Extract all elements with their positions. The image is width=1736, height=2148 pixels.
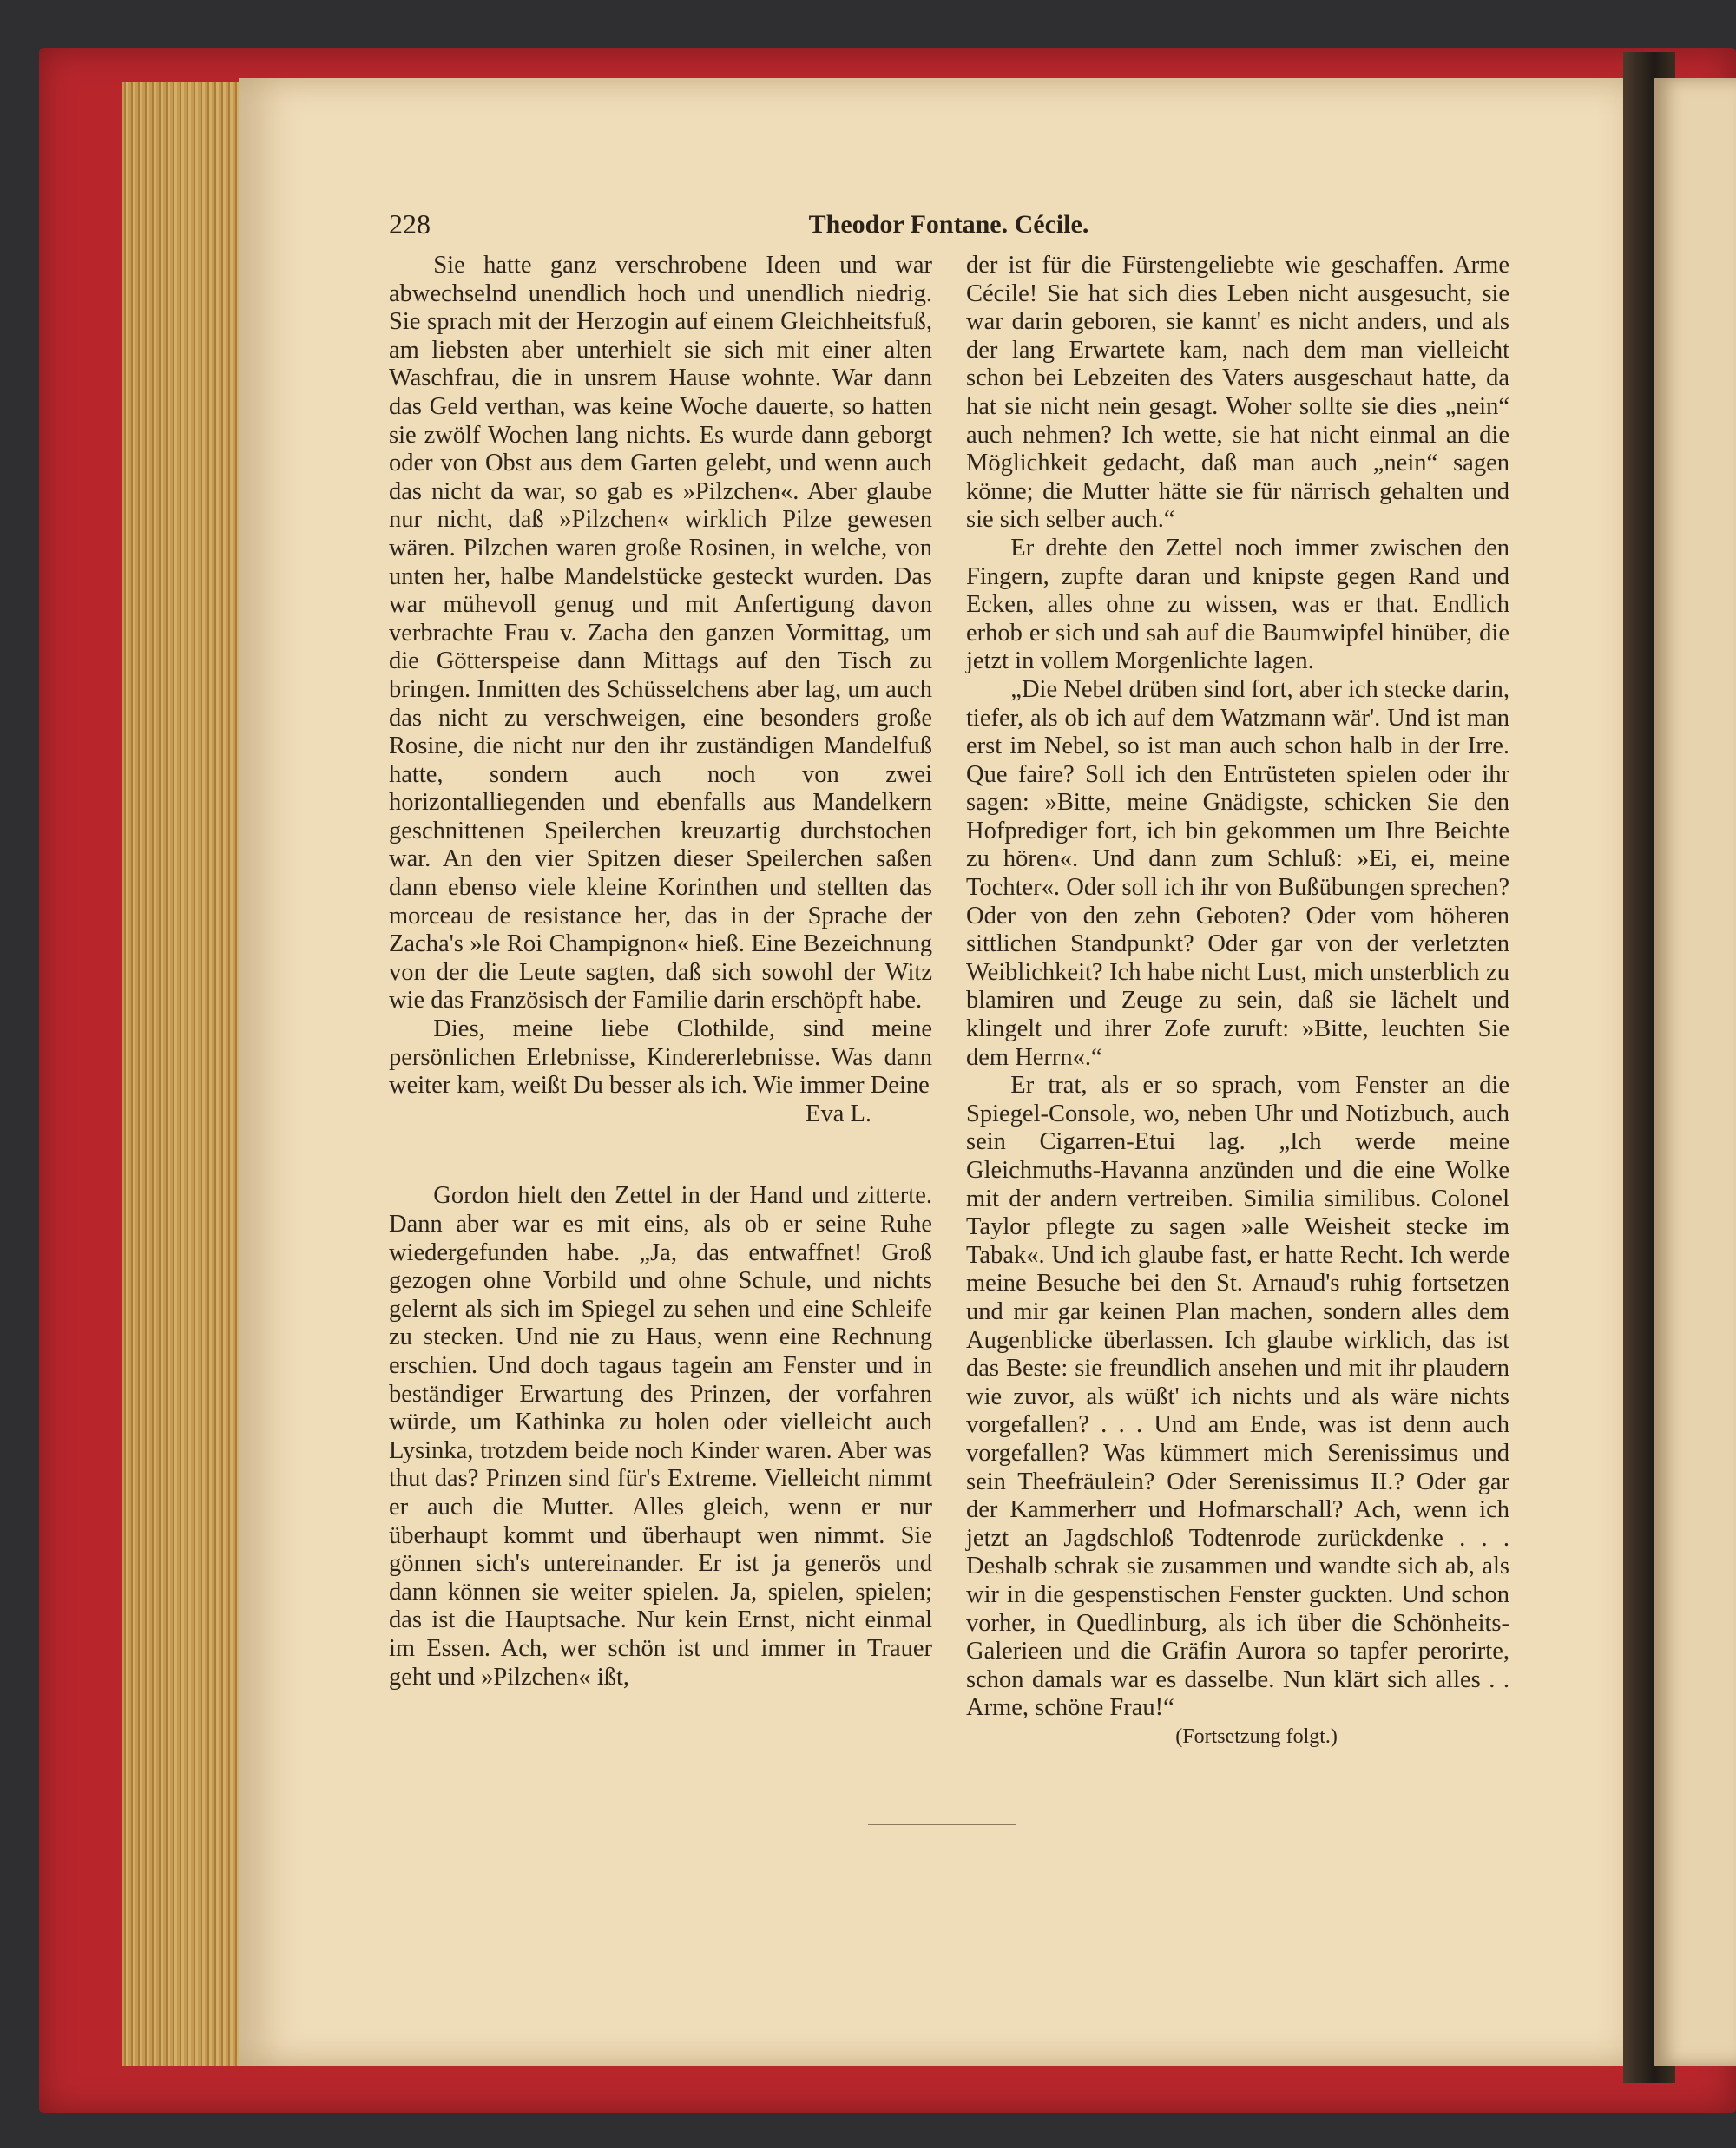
paragraph: Er drehte den Zettel noch immer zwischen den Fingern, zupfte daran und knipste gegen Rand und Ecken, alles ohne zu wissen, was er that. Endlich erhob er sich und sah auf die Baumwipfel hinüber, die jetzt in vollem Morgenlichte lagen. bbox=[966, 534, 1509, 675]
paragraph: der ist für die Fürstengeliebte wie geschaffen. Arme Cécile! Sie hat sich dies Leben nicht ausgesucht, sie war darin geboren, sie kannt' es nicht anders, und als der lang Erwartete kam, nach dem man vielleicht schon bei Lebzeiten des Vaters ausgeschaut hatte, da hat sie nicht nein gesagt. Woher sollte sie dies „nein“ auch nehmen? Ich wette, sie hat nicht einmal an die Möglichkeit gedacht, daß man auch „nein“ sagen könne; die Mutter hätte sie für närrisch gehalten und sie sich selber auch.“ bbox=[966, 252, 1509, 534]
end-rule bbox=[868, 1824, 1016, 1825]
letter-signature: Eva L. bbox=[806, 1100, 871, 1127]
running-title: Theodor Fontane. Cécile. bbox=[808, 210, 1089, 239]
right-column bbox=[966, 252, 1509, 1751]
page-number: 228 bbox=[389, 208, 431, 240]
paragraph: Gordon hielt den Zettel in der Hand und zitterte. Dann aber war es mit eins, als ob er seine Ruhe wiedergefunden habe. „Ja, das entwaffnet! Groß gezogen ohne Vorbild und ohne Schule, und nichts gelernt als sich im Spiegel zu sehen und eine Schleife zu stecken. Und nie zu Haus, wenn eine Rechnung erschien. Und doch tagaus tagein am Fenster und in beständiger Erwartung des Prinzen, der vorfahren würde, um Kathinka zu holen oder vielleicht auch Lysinka, trotzdem beide noch Kinder waren. Aber was thut das? Prinzen sind für's Extreme. Vielleicht nimmt er auch die Mutter. Alles gleich, wenn er nur überhaupt kommt und überhaupt wen nimmt. Sie gönnen sich's untereinander. Er ist ja generös und dann können sie weiter spielen. Ja, spielen, spielen; das ist die Hauptsache. Nur kein Ernst, nicht einmal im Essen. Ach, wer schön ist und immer in Trauer geht und »Pilzchen« ißt, bbox=[389, 1182, 932, 1691]
running-header bbox=[389, 208, 1509, 243]
left-column bbox=[389, 252, 932, 1691]
facing-page-edge bbox=[1654, 78, 1736, 2066]
paragraph: Sie hatte ganz verschrobene Ideen und war abwechselnd unendlich hoch und unendlich niedrig. Sie sprach mit der Herzogin auf einem Gleichheitsfuß, am liebsten aber unterhielt sie sich mit einer alten Waschfrau, die in unsrem Hause wohnte. War dann das Geld verthan, was keine Woche dauerte, so hatten sie zwölf Wochen lang nichts. Es wurde dann geborgt oder von Obst aus dem Garten gelebt, und wenn auch das nicht da war, so gab es »Pilzchen«. Aber glaube nur nicht, daß »Pilzchen« wirklich Pilze gewesen wären. Pilzchen waren große Rosinen, in welche, von unten her, halbe Mandelstücke gesteckt wurden. Das war mühevoll genug und mit Anfertigung davon verbrachte Frau v. Zacha den ganzen Vormittag, um die Götterspeise dann Mittags auf den Tisch zu bringen. Inmitten des Schüsselchens aber lag, um auch das nicht zu verschweigen, eine besonders große Rosine, die nicht nur den ihr zuständigen Mandelfuß hatte, sondern auch noch von zwei horizontalliegenden und ebenfalls aus Mandelkern geschnittenen Speilerchen kreuzartig durchstochen war. An den vier Spitzen dieser Speilerchen saßen dann ebenso viele kleine Korinthen und stellten das morceau de resistance her, das in der Sprache der Zacha's »le Roi Champignon« hieß. Eine Bezeichnung von der die Leute sagten, daß sich sowohl der Witz wie das Französisch der Familie darin erschöpft habe. bbox=[389, 252, 932, 1015]
paragraph: „Die Nebel drüben sind fort, aber ich stecke darin, tiefer, als ob ich auf dem Watzmann wär'. Und ist man erst im Nebel, so ist man auch schon halb in der Irre. Que faire? Soll ich den Entrüsteten spielen oder ihr sagen: »Bitte, meine Gnädigste, schicken Sie den Hofprediger fort, ich bin gekommen um Ihre Beichte zu hören«. Und dann zum Schluß: »Ei, ei, meine Tochter«. Oder soll ich ihr von Bußübungen sprechen? Oder von den zehn Geboten? Oder vom höheren sittlichen Standpunkt? Oder gar von der verletzten Weiblichkeit? Ich habe nicht Lust, mich unsterblich zu blamiren und Zeuge zu sein, daß sie lächelt und klingelt und ihrer Zofe zuruft: »Bitte, leuchten Sie dem Herrn«.“ bbox=[966, 675, 1509, 1071]
paragraph: Dies, meine liebe Clothilde, sind meine persönlichen Erlebnisse, Kindererlebnisse. Was dann weiter kam, weißt Du besser als ich. Wie immer Deine bbox=[389, 1015, 932, 1100]
paragraph: Er trat, als er so sprach, vom Fenster an die Spiegel-Console, wo, neben Uhr und Notizbuch, auch sein Cigarren-Etui lag. „Ich werde meine Gleichmuths-Havanna anzünden und die eine Wolke mit der andern vertreiben. Similia similibus. Colonel Taylor pflegte zu sagen »alle Weisheit stecke im Tabak«. Und ich glaube fast, er hatte Recht. Ich werde meine Besuche bei den St. Arnaud's ruhig fortsetzen und mir gar keinen Plan machen, sondern alles dem Augenblicke überlassen. Ich glaube wirklich, das ist das Beste: sie freundlich ansehen und mit ihr plaudern wie zuvor, als wüßt' ich nichts und als wäre nichts vorgefallen? . . . Und am Ende, was ist denn auch vorgefallen? Was kümmert mich Serenissimus und sein Theefräulein? Oder Serenissimus II.? Oder gar der Kammerherr und Hofmarschall? Ach, wenn ich jetzt an Jagdschloß Todtenrode zurückdenke . . . Deshalb schrak sie zusammen und wandte sich ab, als wir in die gespenstischen Fenster guckten. Und schon vorher, in Quedlinburg, als ich über die Schönheits-Galerieen und die Gräfin Aurora so tapfer perorirte, schon damals war es dasselbe. Nun klärt sich alles . . Arme, schöne Frau!“ bbox=[966, 1072, 1509, 1722]
continuation-note: (Fortsetzung folgt.) bbox=[1175, 1724, 1338, 1748]
section-gap bbox=[389, 1128, 932, 1182]
